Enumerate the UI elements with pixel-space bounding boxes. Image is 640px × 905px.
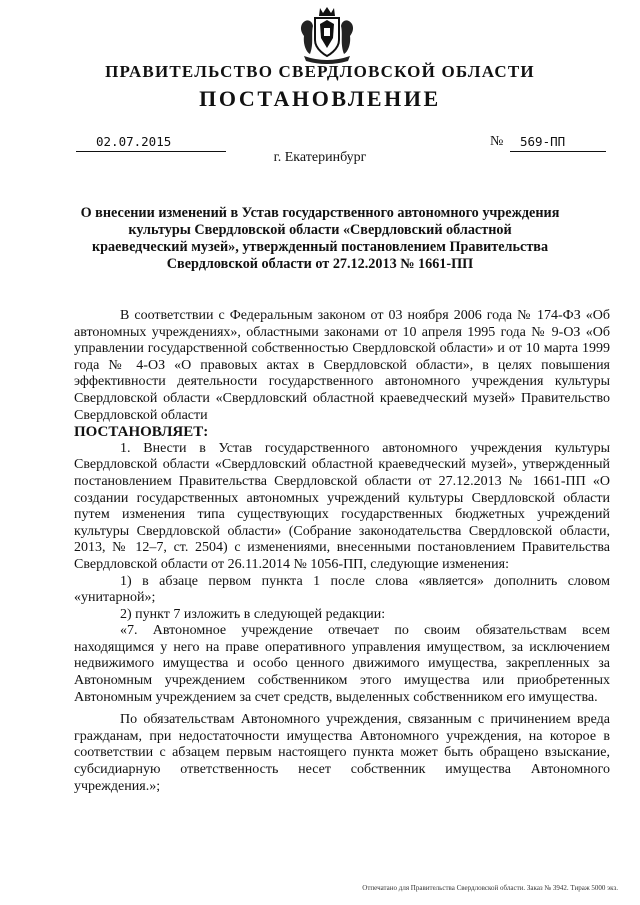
print-footer: Отпечатано для Правительства Свердловской области. Заказ № 3942. Тираж 5000 экз. [362, 884, 618, 892]
organization-name: ПРАВИТЕЛЬСТВО СВЕРДЛОВСКОЙ ОБЛАСТИ [105, 62, 535, 81]
document-title: О внесении изменений в Устав государственного автономного учреждения культуры Свердловской области «Свердловский областной краеведческий музей», утвержденный постановлением Правительства Свердловской области от 27.12.2013 № 1661-ПП [80, 205, 560, 272]
coat-of-arms-emblem [298, 4, 356, 64]
document-date: 02.07.2015 [76, 134, 226, 152]
city: г. Екатеринбург [273, 150, 367, 165]
number-sign: № [490, 134, 504, 149]
point-7-liability-paragraph: По обязательствам Автономного учреждения, связанным с причинением вреда гражданам, при недостаточности имущества Автономного учреждения, на которое в соответствии с абзацем первым настоящего пункта может быть обращено взыскание, субсидиарную ответственность несет собственник имущества Автономного учреждения.»; [74, 712, 610, 794]
clause-1-2-paragraph: 2) пункт 7 изложить в следующей редакции: [120, 606, 386, 622]
document-body [74, 308, 610, 795]
clause-1-paragraph: 1. Внести в Устав государственного автономного учреждения культуры Свердловской области «Свердловский областной краеведческий музей», утвержденный постановлением Правительства Свердловской области от 27.12.2013 № 1661-ПП «О создании государственных автономных учреждений культуры Свердловской области путем изменения типа существующих государственных бюджетных учреждений культуры Свердловской области» (Собрание законодательства Свердловской области, 2013, № 12–7, ст. 2504) с изменениями, внесенными постановлением Правительства Свердловской области от 26.11.2014 № 1056-ПП, следующие изменения: [74, 440, 610, 572]
document-type: ПОСТАНОВЛЕНИЕ [199, 86, 441, 111]
document-number: 569-ПП [510, 134, 606, 152]
point-7-paragraph: «7. Автономное учреждение отвечает по своим обязательствам всем находящимся у него на праве оперативного управления имуществом, за исключением недвижимого имущества и особо ценного движимого имущества, закрепленных за Автономным учреждением собственником этого имущества или приобретенных Автономным учреждением за счет средств, выделенных собственником его имущества. [74, 623, 610, 705]
clause-1-1-paragraph: 1) в абзаце первом пункта 1 после слова «является» дополнить словом «унитарной»; [74, 573, 610, 606]
resolve-heading: ПОСТАНОВЛЯЕТ: [74, 424, 209, 441]
preamble-paragraph: В соответствии с Федеральным законом от 03 ноября 2006 года № 174-ФЗ «Об автономных учреждениях», областными законами от 10 апреля 1995 года № 9-ОЗ «Об управлении государственной собственностью Свердловской области» и от 10 марта 1999 года № 4-ОЗ «О правовых актах в Свердловской области», в целях повышения эффективности деятельности государственного автономного учреждения культуры Свердловской области «Свердловский областной краеведческий музей» Правительство Свердловской области [74, 308, 610, 423]
